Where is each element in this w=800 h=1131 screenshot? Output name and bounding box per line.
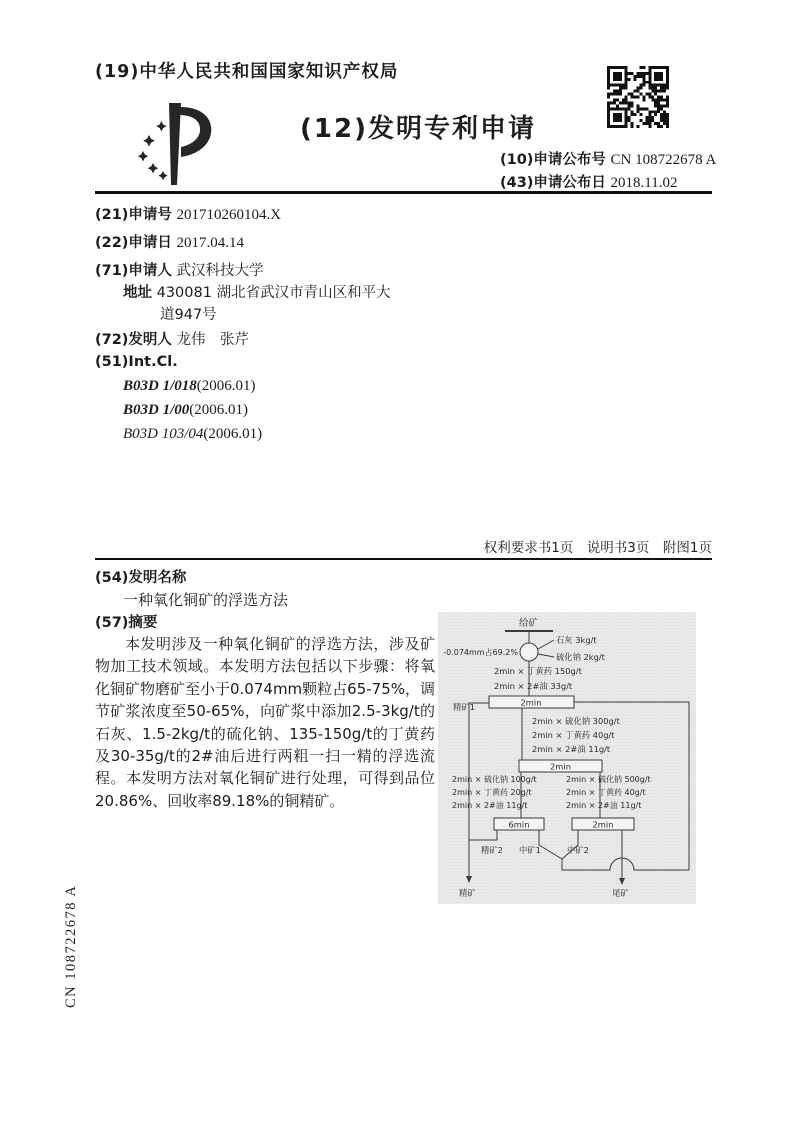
rougher2-time: 2min — [550, 761, 571, 772]
rougher2-reagent-2: 2min × 丁黄药 40g/t — [532, 730, 615, 740]
conditioning-reagent-2: 2min × 2#油 33g/t — [494, 681, 573, 691]
intcl-code-1: B03D 1/018 — [123, 378, 197, 394]
intcl-entry-1 — [123, 378, 256, 395]
intcl-version-3: (2006.01) — [203, 426, 263, 442]
pub-date-value: 2018.11.02 — [610, 175, 678, 191]
inventor-value: 龙伟 张芹 — [176, 332, 250, 348]
sodium-sulfide-dose-label: 硫化钠 2kg/t — [556, 652, 605, 662]
publication-number-line — [500, 148, 716, 169]
invention-title-label: (54)发明名称 — [95, 570, 187, 586]
concentrate1-label: 精矿1 — [453, 702, 475, 712]
scavenger-time: 2min — [592, 819, 614, 830]
abstract-text — [95, 633, 435, 812]
intcl-code-2: B03D 1/00 — [123, 402, 190, 418]
intcl-entry-3 — [123, 426, 262, 443]
section-divider — [95, 558, 712, 560]
address-value-2: 道947号 — [160, 307, 217, 323]
document-type-title: (12)发明专利申请 — [300, 114, 536, 144]
pages-summary: 权利要求书1页 说明书3页 附图1页 — [483, 540, 712, 556]
applicant-value: 武汉科技大学 — [176, 263, 264, 279]
header-divider — [95, 191, 712, 194]
applicant-label: (71)申请人 — [95, 263, 172, 279]
app-no-label: (21)申请号 — [95, 207, 172, 223]
conditioning-node — [520, 643, 538, 661]
conditioning-reagent-1: 2min × 丁黄药 150g/t — [494, 666, 582, 676]
middling1-label: 中矿1 — [519, 845, 541, 855]
cleaner-time: 6min — [508, 819, 530, 830]
rougher1-time: 2min — [520, 697, 542, 708]
pub-date-label: (43)申请公布日 — [500, 175, 606, 191]
intcl-version-2: (2006.01) — [189, 402, 249, 418]
final-concentrate-label: 精矿 — [459, 888, 476, 898]
pub-no-value: CN 108722678 A — [610, 152, 717, 168]
cnipa-logo-icon — [123, 97, 223, 189]
scavenger-reagent-1: 2min × 硫化钠 500g/t — [566, 775, 651, 784]
address-label: 地址 — [123, 285, 152, 301]
address-value-1: 430081 湖北省武汉市青山区和平大 — [156, 285, 391, 301]
app-no-value: 201710260104.X — [176, 207, 282, 223]
issuing-office: (19)中华人民共和国国家知识产权局 — [95, 62, 399, 82]
rougher2-reagent-3: 2min × 2#油 11g/t — [532, 744, 611, 754]
pub-no-label: (10)申请公布号 — [500, 152, 606, 168]
rougher2-reagent-1: 2min × 硫化钠 300g/t — [532, 716, 620, 726]
address-line2 — [160, 303, 217, 324]
intcl-version-1: (2006.01) — [196, 378, 256, 394]
abstract-paragraph: 本发明涉及一种氧化铜矿的浮选方法，涉及矿物加工技术领域。本发明方法包括以下步骤：将氧化铜矿物磨矿至小于0.074mm颗粒占65-75%，调节矿浆浓度至50-65%，向矿浆中添加2.5-3kg/t的石灰、1.5-2kg/t的硫化钠、135-150g/t的丁黄药及30-35g/t的2#油后进行两粗一扫一精的浮选流程。本发明方法对氧化铜矿进行处理，可得到品位20.86%、回收率89.18%的铜精矿。 — [95, 635, 436, 810]
publication-date-line — [500, 171, 678, 192]
intcl-entry-2 — [123, 402, 248, 419]
middling2-label: 中矿2 — [567, 845, 589, 855]
tailings-label: 尾矿 — [612, 888, 629, 898]
feed-label: 给矿 — [519, 618, 539, 629]
inventor-label: (72)发明人 — [95, 332, 172, 348]
cleaner-reagent-1: 2min × 硫化钠 100g/t — [452, 775, 537, 784]
sidebar-publication-code: CN 108722678 A — [63, 884, 79, 1008]
intcl-heading — [95, 354, 178, 370]
abstract-label: (57)摘要 — [95, 615, 158, 631]
application-number-line — [95, 203, 281, 224]
cleaner-reagent-3: 2min × 2#油 11g/t — [452, 801, 528, 810]
address-line1 — [123, 281, 391, 302]
flowsheet-figure — [438, 612, 696, 904]
grind-fineness-label: -0.074mm占69.2% — [443, 648, 518, 657]
application-date-line — [95, 231, 244, 252]
scavenger-reagent-3: 2min × 2#油 11g/t — [566, 801, 642, 810]
qr-code-icon — [607, 66, 669, 128]
concentrate2-label: 精矿2 — [481, 845, 503, 855]
invention-title: 一种氧化铜矿的浮选方法 — [123, 591, 289, 609]
applicant-line — [95, 259, 264, 280]
scavenger-reagent-2: 2min × 丁黄药 40g/t — [566, 788, 646, 797]
lime-dose-label: 石灰 3kg/t — [556, 635, 597, 645]
intcl-label: (51)Int.Cl. — [95, 354, 178, 370]
inventor-line — [95, 328, 249, 349]
cleaner-reagent-2: 2min × 丁黄药 20g/t — [452, 788, 532, 797]
intcl-code-3: B03D 103/04 — [123, 426, 204, 442]
app-date-value: 2017.04.14 — [176, 235, 245, 251]
app-date-label: (22)申请日 — [95, 235, 172, 251]
